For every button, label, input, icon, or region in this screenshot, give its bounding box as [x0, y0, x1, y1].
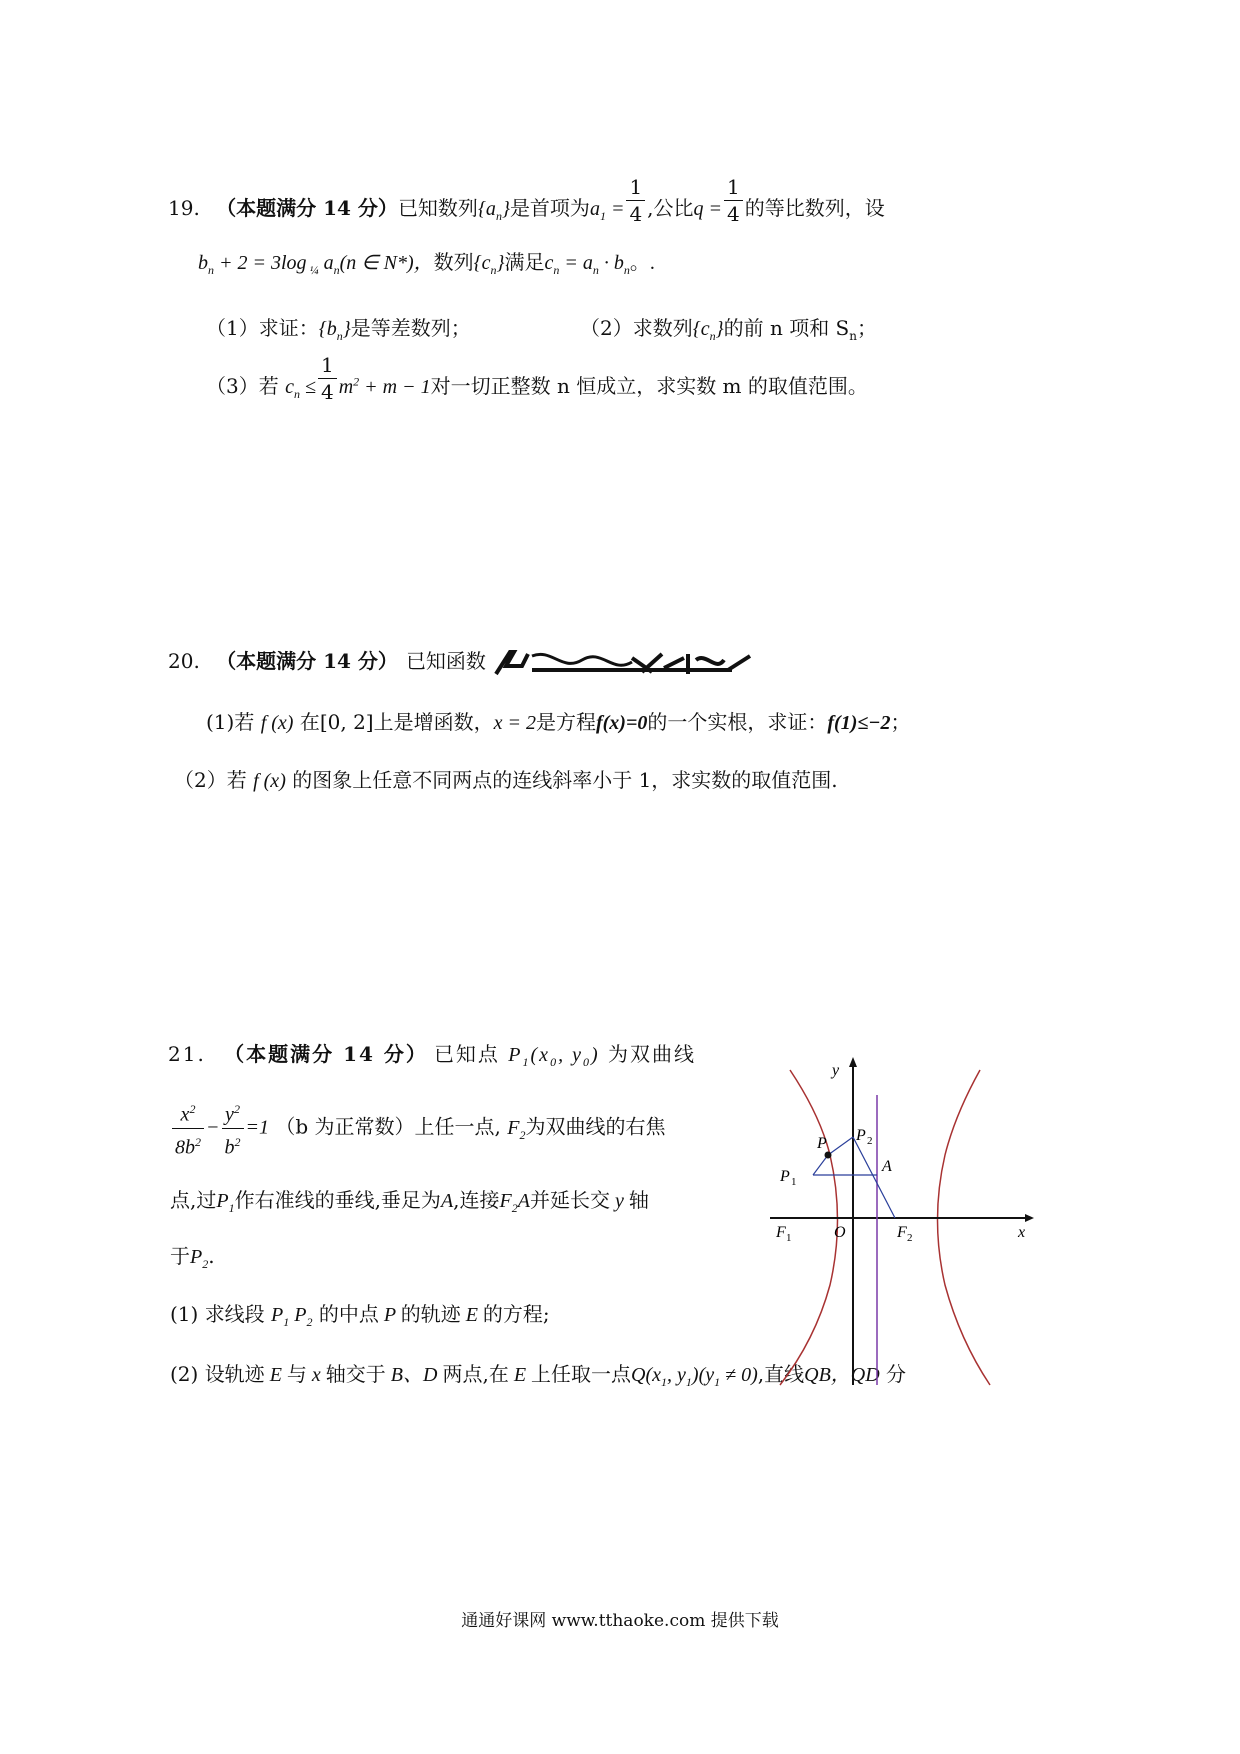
q21-math: x: [306, 1364, 326, 1386]
q21-text: 的方程;: [482, 1302, 550, 1326]
q21-line2-text: （b 为正常数）上任一点,: [275, 1114, 501, 1139]
q21-text: 与: [286, 1362, 307, 1386]
label-a: A: [882, 1158, 892, 1175]
q21-intro: 已知点: [433, 1042, 500, 1066]
label-p2: P: [856, 1127, 866, 1144]
q21-text: 点,过: [170, 1188, 217, 1212]
q19-math: $\{c_n\}$: [692, 318, 724, 343]
q20-number: 20.: [168, 649, 200, 673]
point-p: [825, 1152, 832, 1159]
q21-frac-y: $\frac{y^2}{b^2}$: [222, 1096, 244, 1160]
q21-intro-end: 为双曲线: [607, 1042, 696, 1066]
y-axis-arrow: [849, 1057, 857, 1067]
q19-math-cn: $c_n$ ≤: [285, 376, 316, 401]
label-p2-sub: 2: [867, 1135, 873, 1147]
q21-score: （本题满分 14 分）: [224, 1042, 428, 1066]
q21-number: 21.: [168, 1042, 206, 1066]
q20-math: f(x)=0: [595, 712, 648, 734]
q21-math: B、D: [385, 1364, 443, 1386]
q20-part1: [206, 706, 910, 735]
q19-text: 的等比数列，设: [744, 196, 885, 220]
q21-text: 于: [170, 1244, 190, 1268]
q19-frac-a1: $\frac{1}{4}$: [626, 174, 645, 227]
line-p2-f2: [853, 1137, 895, 1218]
q20-part1-end: ；: [890, 710, 911, 734]
q19-part1-label: （1）求证：: [206, 316, 319, 340]
q19-part1: [206, 312, 471, 344]
q21-text: 分: [886, 1362, 907, 1386]
q20-part1-text: 是方程: [535, 710, 596, 734]
q21-math: E: [508, 1364, 532, 1386]
q20-part1-text: 在[0, 2]上是增函数，: [299, 710, 494, 734]
q21-text: 的中点: [318, 1302, 379, 1326]
q19-math-an: $\{a_n\}$: [477, 198, 510, 223]
q19-number: 19.: [168, 196, 200, 220]
label-f2-sub: 2: [907, 1232, 913, 1244]
q21-math: $P_1(x_0$, $y_0$): [508, 1044, 600, 1069]
q19-part2-label: （2）求数列: [580, 316, 693, 340]
q20-math: x = 2: [493, 712, 536, 734]
q21-line3: [170, 1184, 649, 1216]
line-p-p2: [828, 1137, 853, 1155]
q21-math: E: [460, 1304, 483, 1326]
q19-line2: $b_n + 2 = 3\log$ $_{\frac{1}{4}}$ $a_n(n$ ∈ N*)，数列$\{c_n\}$满足$c_n = a_n \cdot b_n$。.: [198, 252, 655, 277]
page-footer: 通通好课网 www.tthaoke.com 提供下载: [461, 1611, 779, 1631]
q21-text: 两点,在: [442, 1362, 509, 1386]
q19-part2-end: ；: [857, 316, 877, 340]
hyperbola-right-branch: [938, 1070, 991, 1385]
q20-part2: [174, 764, 838, 793]
q21-part1: [170, 1298, 550, 1330]
label-y: y: [832, 1062, 840, 1079]
q19-math: $\{b_n\}$: [318, 318, 351, 343]
q20-intro: 已知函数: [405, 649, 486, 673]
q19-frac: $\frac{1}{4}$: [318, 352, 337, 405]
q21-line4: 于$P_2$.: [170, 1244, 215, 1271]
q19-part2: [580, 312, 877, 344]
q21-text: ,直线: [757, 1362, 805, 1386]
q20-part2-text: 的图象上任意不同两点的连线斜率小于 1，求实数的取值范围.: [292, 768, 838, 792]
q19-score: （本题满分 14 分）: [216, 196, 398, 220]
q19-part3: [206, 353, 868, 405]
q19-text: 数列: [433, 252, 474, 274]
q21-math: $P_1$: [216, 1190, 235, 1215]
hyperbola-left-branch: [780, 1070, 838, 1385]
q21-text: 轴交于: [325, 1362, 386, 1386]
label-p1: P: [780, 1168, 790, 1185]
q21-math: $F_2A$: [499, 1190, 530, 1215]
q21-math: P: [378, 1304, 401, 1326]
garbled-formula-image: [492, 648, 754, 678]
q20-part1-text: 的一个实根，求证：: [647, 710, 828, 734]
label-x: x: [1018, 1224, 1026, 1241]
q21-math: y: [609, 1190, 629, 1212]
label-f2: F: [897, 1224, 907, 1241]
q21-text: 的轨迹: [400, 1302, 461, 1326]
x-axis-arrow: [1025, 1214, 1034, 1222]
q21-part1-label: (1) 求线段: [170, 1302, 265, 1326]
q20-score: （本题满分 14 分）: [216, 649, 398, 673]
q19-part2-sub: n: [849, 329, 857, 343]
q19-part2-text: 的前 n 项和 S: [723, 316, 850, 340]
q21-line2: [170, 1096, 665, 1160]
q21-math: $Q(x_1$, $y_1)(y_1 \ne 0)$: [631, 1364, 758, 1389]
label-f1: F: [776, 1224, 786, 1241]
q19-part3-label: （3）若: [206, 374, 279, 398]
q21-text: 上任取一点: [531, 1362, 632, 1386]
label-p: P: [817, 1135, 827, 1152]
label-p1-sub: 1: [791, 1176, 797, 1188]
q20-math: f (x): [253, 770, 286, 792]
q21-math: $P_1$ $P_2$: [271, 1304, 313, 1329]
label-f1-sub: 1: [786, 1232, 792, 1244]
line-p1-p: [813, 1155, 828, 1175]
q19-part1-text: 是等差数列；: [350, 316, 471, 340]
q19-text: 公比: [653, 196, 694, 220]
q19-math-a1: $a_1$ =: [589, 198, 625, 223]
q20-line1: [168, 645, 754, 678]
q20-part1-label: (1)若: [206, 710, 255, 734]
q19-frac-q: $\frac{1}{4}$: [724, 174, 743, 227]
q19-text: 是首项为: [509, 196, 590, 220]
q20-math: f(1)≤−2: [827, 712, 891, 734]
q21-math: E: [264, 1364, 287, 1386]
q19-math-q: q =: [693, 198, 723, 220]
q21-line1: [168, 1038, 696, 1070]
q20-math: f (x): [260, 712, 294, 734]
q21-text: 轴: [628, 1188, 649, 1212]
q21-math: QB，QD: [804, 1364, 880, 1386]
hyperbola-figure: [770, 1055, 1160, 1400]
q21-math: $P_2$: [190, 1246, 209, 1271]
q19-part3-text: 对一切正整数 n 恒成立，求实数 m 的取值范围。: [430, 374, 868, 398]
q21-math: $F_2$: [507, 1116, 526, 1142]
q19-text: 已知数列: [397, 196, 478, 220]
q19-math: $m^2 + m - 1$: [338, 374, 431, 398]
q20-part2-label: （2）若: [174, 768, 247, 792]
q21-math: A: [440, 1190, 454, 1212]
q19-math-bn: $b_n + 2 = 3\log$ $_{\frac{1}{4}}$ $a_n(n$ ∈ N*): [198, 252, 414, 277]
q21-math: −: [206, 1116, 220, 1139]
q19-line1: 19. （本题满分 14 分）已知数列$\{a_n\}$是首项为$a_1$ = $\frac{1}{4}$ ,公比q = $\frac{1}{4}$ 的等比数列，设: [168, 175, 885, 226]
q21-text: 并延长交: [529, 1188, 610, 1212]
q21-text: ,连接: [453, 1188, 500, 1212]
q21-text: 作右准线的垂线,垂足为: [234, 1188, 441, 1212]
q21-frac-x: $\frac{x^2}{8b^2}$: [172, 1096, 204, 1160]
q21-math: =1: [245, 1116, 269, 1139]
q19-text: 满足: [504, 252, 545, 274]
q21-part2-label: (2) 设轨迹: [170, 1362, 265, 1386]
q21-line2-end: 为双曲线的右焦: [525, 1114, 666, 1139]
label-o: O: [834, 1224, 846, 1241]
